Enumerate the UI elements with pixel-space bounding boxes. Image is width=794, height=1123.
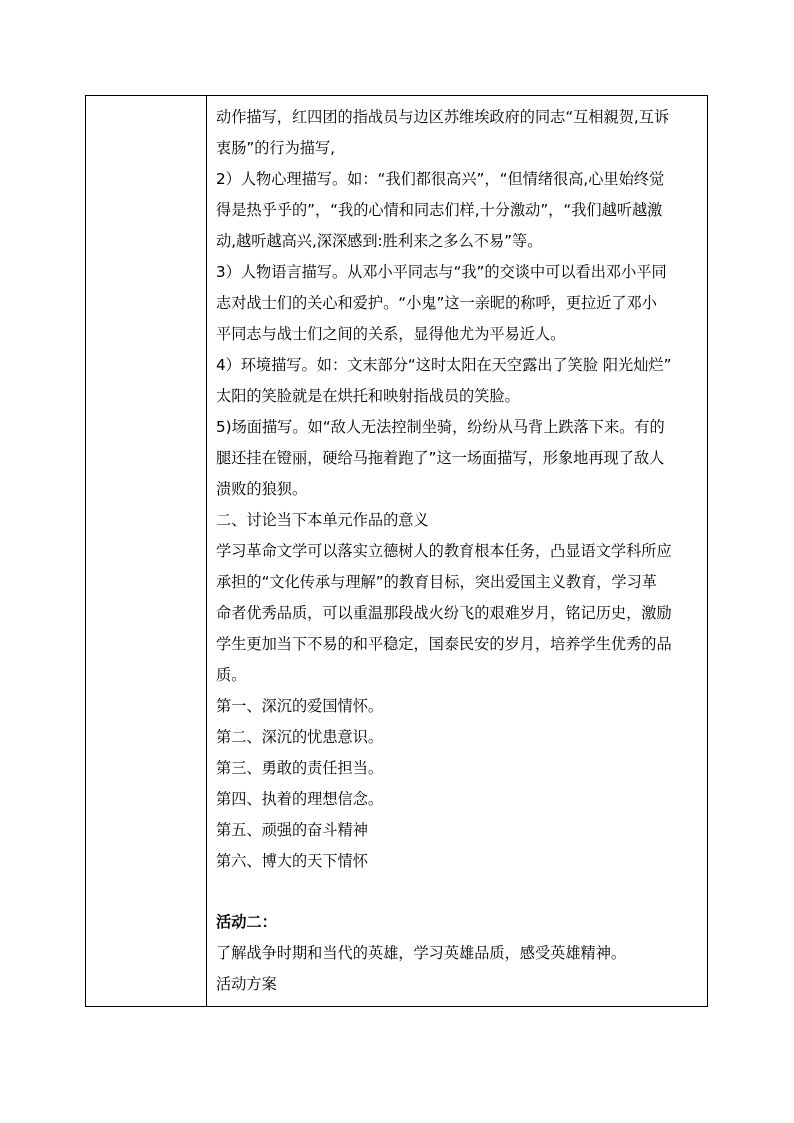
list-item: 第三、勇敢的责任担当。 [216, 759, 384, 777]
text-line: 质。 [216, 666, 247, 684]
list-item: 第二、深沉的忧患意识。 [216, 728, 384, 746]
section-heading: 二、讨论当下本单元作品的意义 [216, 511, 429, 529]
text-line: 动作描写，红四团的指战员与边区苏维埃政府的同志“互相親贺,互诉 [216, 108, 670, 126]
activity-plan-label: 活动方案 [216, 975, 277, 993]
text-line: 4）环境描写。如：文末部分“这时太阳在天空露出了笑脸 阳光灿烂” [216, 356, 672, 374]
activity-description: 了解战争时期和当代的英雄，学习英雄品质，感受英雄精神。 [216, 944, 627, 962]
text-line: 动,越听越高兴,深深感到:胜利来之多么不易”等。 [216, 232, 543, 250]
text-line: 平同志与战士们之间的关系，显得他尤为平易近人。 [216, 325, 566, 343]
content-table [85, 95, 708, 1007]
list-item: 第五、顽强的奋斗精神 [216, 821, 368, 839]
text-line: 3）人物语言描写。从邓小平同志与“我”的交谈中可以看出邓小平同 [216, 263, 667, 281]
text-line: 学习革命文学可以落实立德树人的教育根本任务，凸显语文学科所应 [216, 542, 672, 560]
list-item: 第一、深沉的爱国情怀。 [216, 697, 384, 715]
blank-line [216, 877, 708, 907]
text-line: 腿还挂在镫丽，硬给马拖着跑了”这一场面描写，形象地再现了敌人 [216, 449, 665, 467]
text-line: 溃败的狼狈。 [216, 480, 308, 498]
list-item: 第六、博大的天下情怀 [216, 852, 368, 870]
table-right-cell [216, 102, 708, 1000]
text-line: 得是热乎乎的”，“我的心情和同志们样,十分激动”，“我们越听越激 [216, 201, 663, 219]
text-line: 衷肠”的行为描写, [216, 139, 336, 157]
text-line: 学生更加当下不易的和平稳定，国泰民安的岁月，培养学生优秀的品 [216, 635, 672, 653]
table-left-cell [86, 96, 207, 1006]
text-line: 承担的“文化传承与理解”的教育目标，突出爱国主义教育，学习革 [216, 573, 657, 591]
text-line: 5)场面描写。如“敌人无法控制坐骑，纷纷从马背上跌落下来。有的 [216, 418, 665, 436]
text-line: 命者优秀品质，可以重温那段战火纷飞的艰难岁月，铭记历史，激励 [216, 604, 672, 622]
list-item: 第四、执着的理想信念。 [216, 790, 384, 808]
text-line: 志对战士们的关心和爱护。“小鬼”这一亲昵的称呼，更拉近了邓小 [216, 294, 657, 312]
text-line: 2）人物心理描写。如：“我们都很高兴”，“但情绪很高,心里始终觉 [216, 170, 665, 188]
activity-title: 活动二： [216, 913, 277, 931]
text-line: 太阳的笑脸就是在烘托和映射指战员的笑脸。 [216, 387, 520, 405]
